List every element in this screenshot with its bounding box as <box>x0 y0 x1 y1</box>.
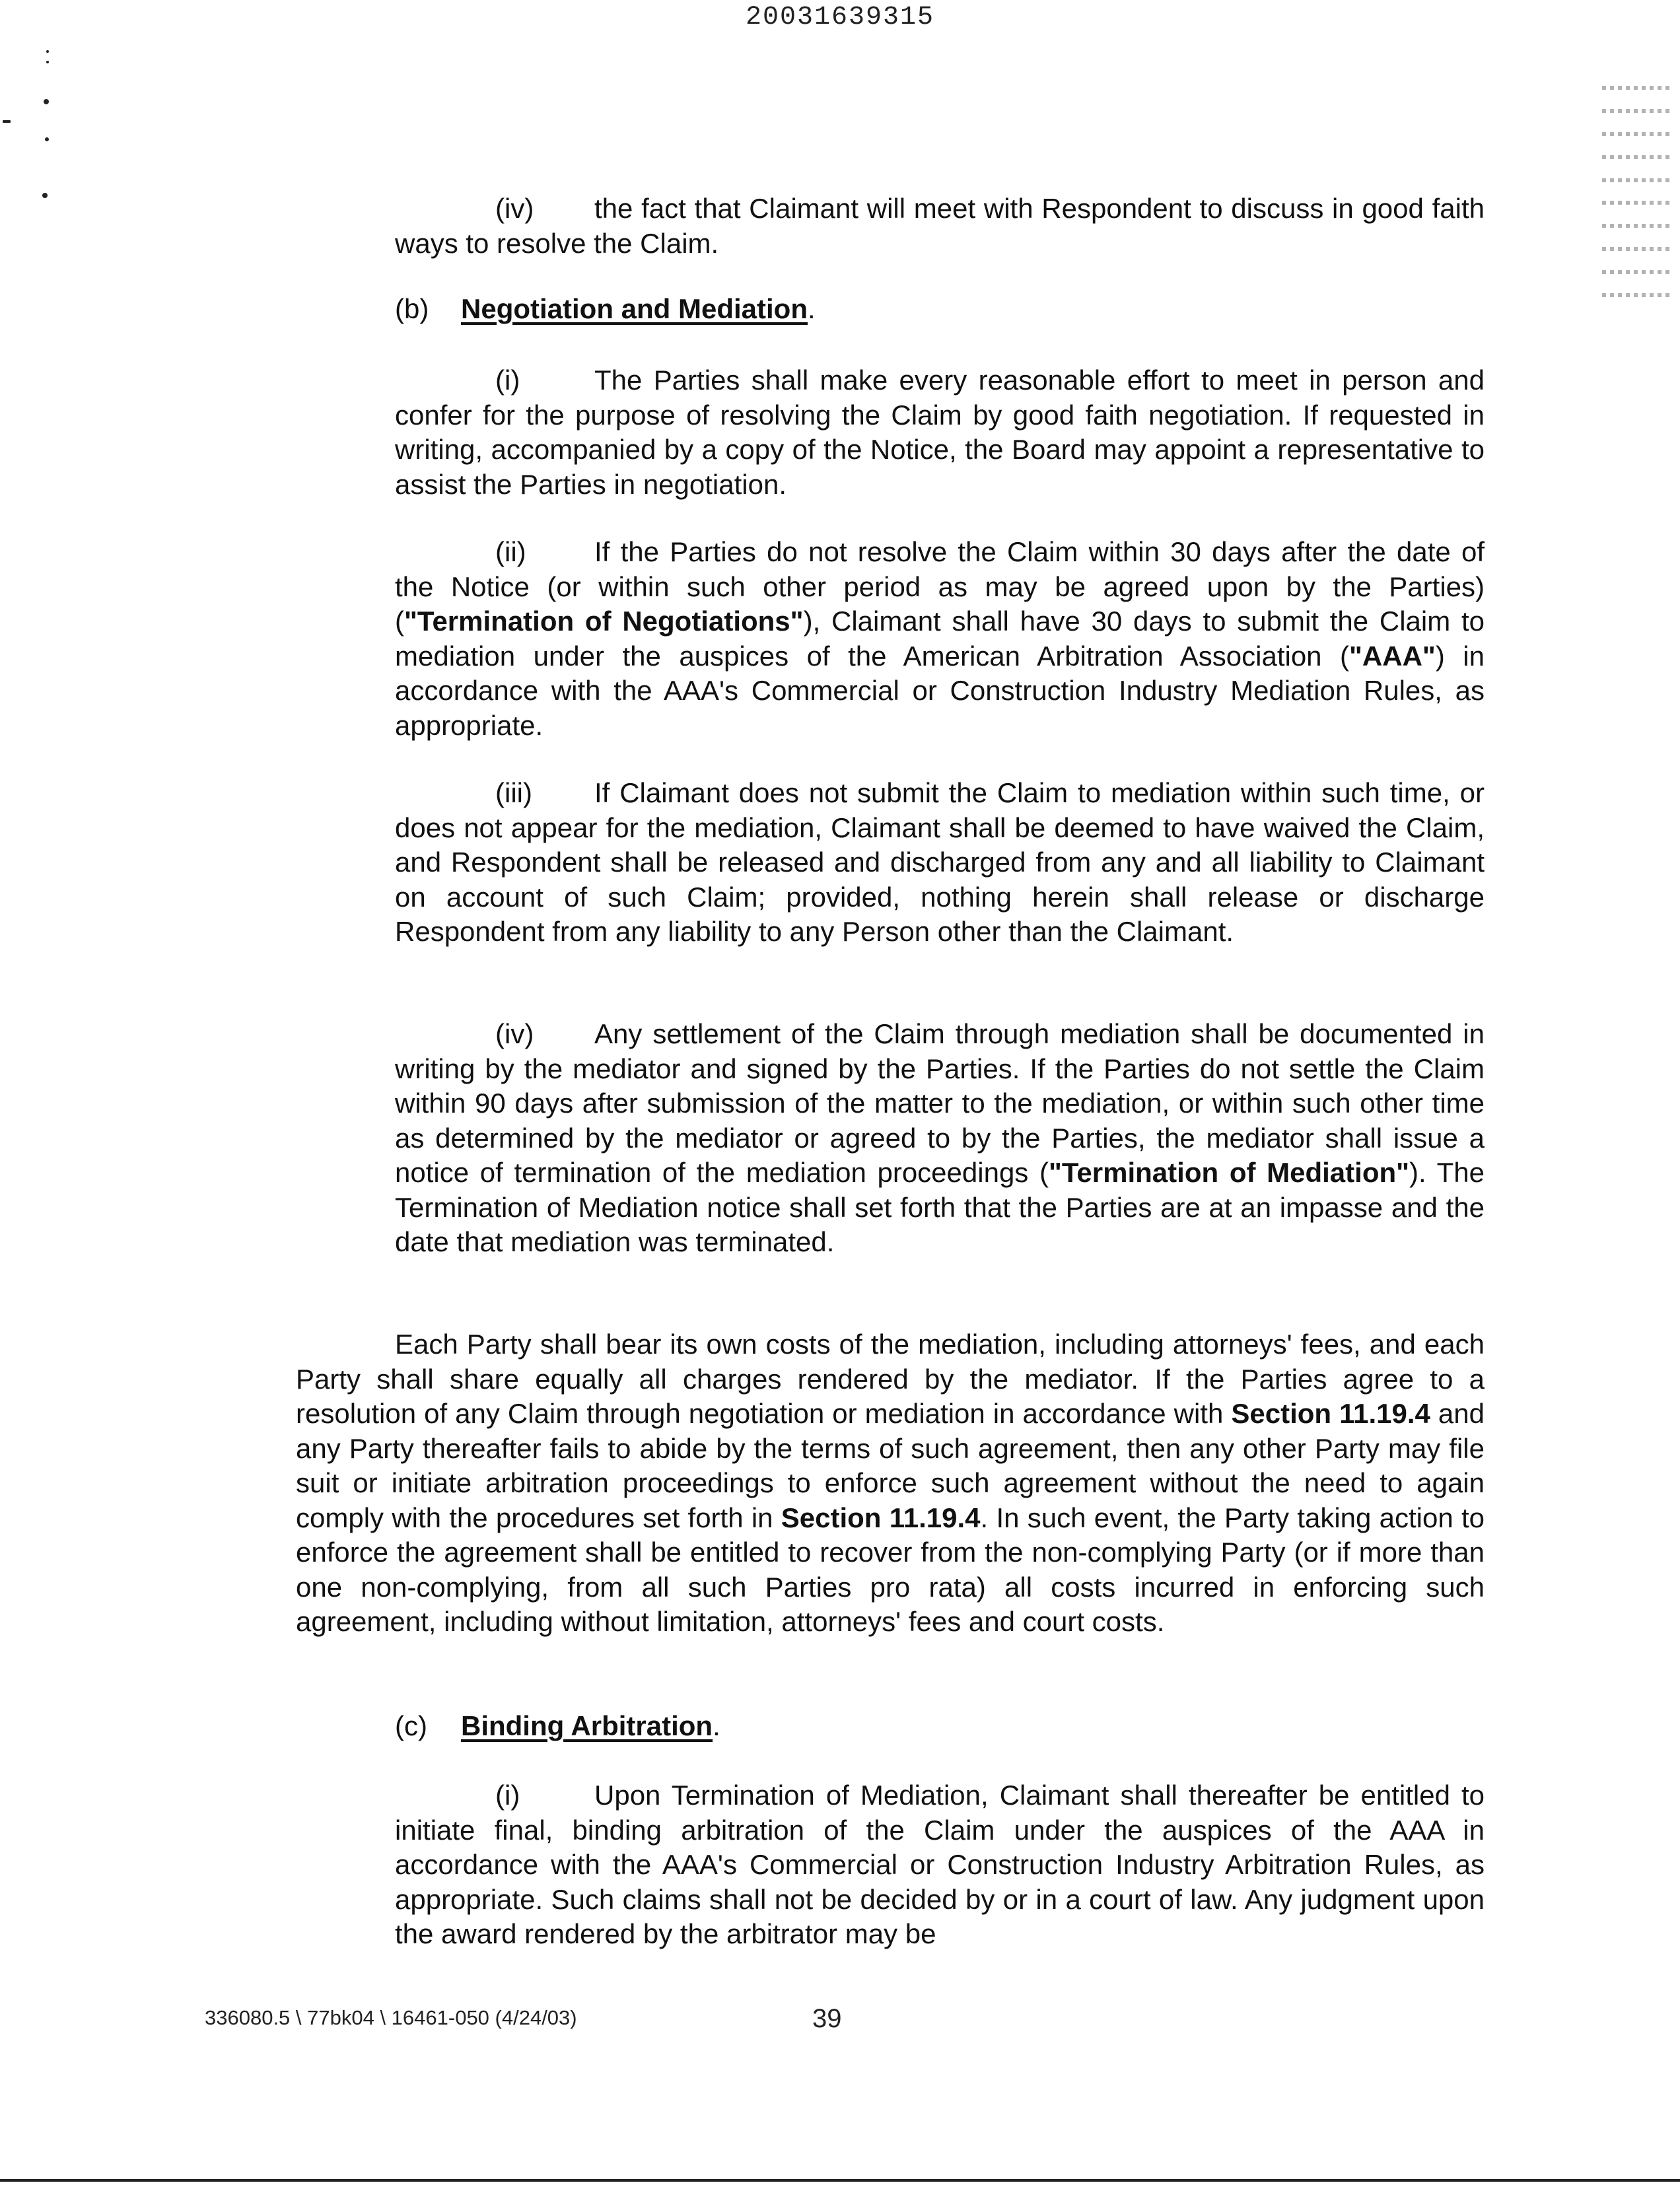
paragraph-b-i: (i) The Parties shall make every reasonable effort to meet in person and confer for the purpose of resolving the Claim by good faith negotiation. If requested in writing, accompanied by a copy of the Notice, the Board may appoint a representative to assist the Parties in negotiation. <box>395 364 1485 500</box>
paragraph-b-ii: (ii) If the Parties do not resolve the Claim within 30 days after the date of the Notice (or within such other period as may be agreed upon by the Parties) ("Termination of Negotiations"), Claimant shall have 30 days to submit the Claim to mediation under the auspices of the American Arbitration Association ("AAA") in accordance with the AAA's Commercial or Construction Industry Mediation Rules, as appropriate. <box>395 536 1485 741</box>
paragraph-b-iv: (iv) Any settlement of the Claim through mediation shall be documented in writing by the mediator and signed by the Parties. If the Parties do not settle the Claim within 90 days after submission of the matter to the mediation, or within such other time as determined by the mediator or agreed to by the Parties, the mediator shall issue a notice of termination of the mediation proceedings ("Termination of Mediation"). The Termination of Mediation notice shall set forth that the Parties are at an impasse and the date that mediation was terminated. <box>395 1018 1485 1257</box>
document-number: 20031639315 <box>745 3 935 32</box>
paragraph-c-i: (i) Upon Termination of Mediation, Claimant shall thereafter be entitled to initiate final, binding arbitration of the Claim under the auspices of the AAA in accordance with the AAA's Commercial or Construction Industry Arbitration Rules, as appropriate. Such claims shall not be decided by or in a court of law. Any judgment upon the award rendered by the arbitrator may be <box>395 1780 1485 1949</box>
bottom-rule <box>0 2179 1680 2182</box>
section-reference: Section 11.19.4 <box>1231 1398 1430 1429</box>
section-c-heading: (c) Binding Arbitration. <box>395 1709 720 1743</box>
defined-term: "Termination of Negotiations" <box>404 606 804 637</box>
scan-mark <box>45 137 49 141</box>
footer-reference: 336080.5 \ 77bk04 \ 16461-050 (4/24/03) <box>205 2006 577 2029</box>
item-number: (i) <box>495 1780 520 1811</box>
paragraph-costs: Each Party shall bear its own costs of the mediation, including attorneys' fees, and each Party shall share equally all charges rendered by the mediator. If the Parties agree to a resolution of any Claim through negotiation or mediation in accordance with Section 11.19.4 and any Party thereafter fails to abide by the terms of such agreement, then any other Party may file suit or initiate arbitration proceedings to enforce such agreement without the need to again comply with the procedures set forth in Section 11.19.4. In such event, the Party taking action to enforce the agreement shall be entitled to recover from the non-complying Party (or if more than one non-complying, from all such Parties pro rata) all costs incurred in enforcing such agreement, including without limitation, attorneys' fees and court costs. <box>296 1329 1485 1637</box>
scan-mark <box>46 50 49 53</box>
paragraph-b-iii: (iii) If Claimant does not submit the Claim to mediation within such time, or does not appear for the mediation, Claimant shall be deemed to have waived the Claim, and Respondent shall be released and discharged from any and all liability to Claimant on account of such Claim; provided, nothing herein shall release or discharge Respondent from any liability to any Person other than the Claimant. <box>395 777 1485 947</box>
section-title: Binding Arbitration <box>461 1710 713 1741</box>
scan-mark <box>46 61 49 63</box>
scan-mark <box>42 193 48 198</box>
defined-term: "AAA" <box>1349 640 1436 672</box>
defined-term: "Termination of Mediation" <box>1048 1157 1410 1188</box>
paragraph-a-iv: (iv) the fact that Claimant will meet with Respondent to discuss in good faith ways to resolve the Claim. <box>395 193 1485 259</box>
item-number: (iv) <box>495 1018 534 1049</box>
section-title: Negotiation and Mediation <box>461 293 808 324</box>
side-stamp <box>1597 86 1669 297</box>
section-label: (b) <box>395 293 429 324</box>
scan-mark <box>3 120 11 123</box>
section-label: (c) <box>395 1710 427 1741</box>
scan-mark <box>44 99 49 104</box>
item-number: (ii) <box>495 536 526 567</box>
page-number: 39 <box>812 2004 842 2033</box>
section-reference: Section 11.19.4 <box>781 1502 981 1533</box>
item-number: (iii) <box>495 777 532 808</box>
section-b-heading: (b) Negotiation and Mediation. <box>395 292 816 326</box>
item-number: (i) <box>495 364 520 396</box>
item-number: (iv) <box>495 193 534 224</box>
